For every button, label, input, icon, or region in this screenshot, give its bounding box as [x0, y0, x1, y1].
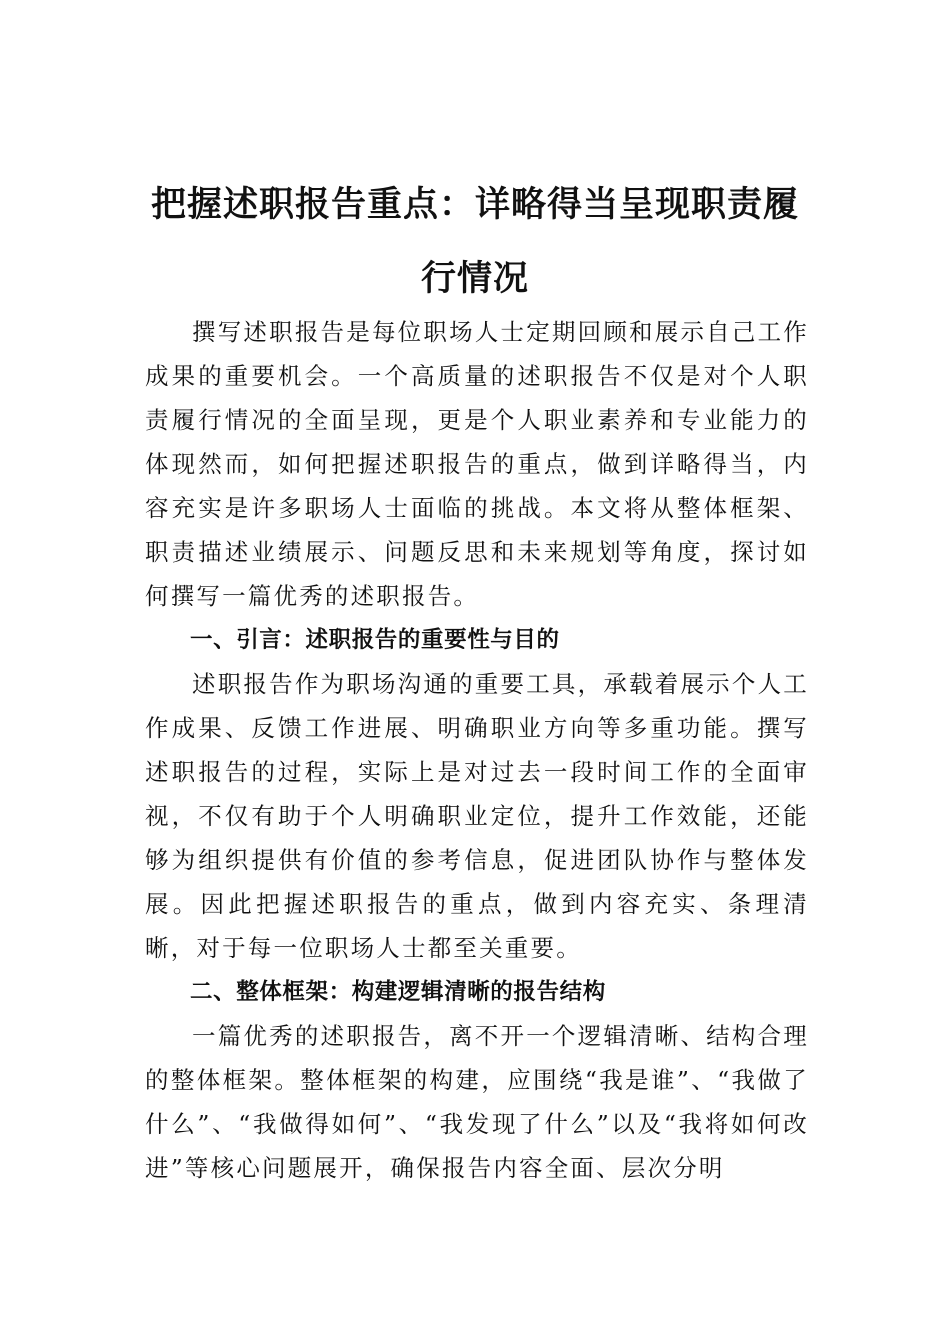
section-2-paragraph: 一篇优秀的述职报告，离不开一个逻辑清晰、结构合理的整体框架。整体框架的构建，应围绕“我是谁”、“我做了什么”、“我做得如何”、“我发现了什么”以及“我将如何改进”等核心问题展开，确保报告内容全面、层次分明	[145, 1022, 809, 1182]
section-1-paragraph: 述职报告作为职场沟通的重要工具，承载着展示个人工作成果、反馈工作进展、明确职业方向等多重功能。撰写述职报告的过程，实际上是对过去一段时间工作的全面审视，不仅有助于个人明确职业定位，提升工作效能，还能够为组织提供有价值的参考信息，促进团队协作与整体发展。因此把握述职报告的重点，做到内容充实、条理清晰，对于每一位职场人士都至关重要。	[145, 670, 809, 962]
document-body	[145, 310, 809, 1190]
document-title: 把握述职报告重点：详略得当呈现职责履行情况	[150, 184, 799, 299]
section-heading-2: 二、整体框架：构建逻辑清晰的报告结构	[190, 979, 606, 1005]
intro-paragraph: 撰写述职报告是每位职场人士定期回顾和展示自己工作成果的重要机会。一个高质量的述职报告不仅是对个人职责履行情况的全面呈现，更是个人职业素养和专业能力的体现然而，如何把握述职报告的重点，做到详略得当，内容充实是许多职场人士面临的挑战。本文将从整体框架、职责描述业绩展示、问题反思和未来规划等角度，探讨如何撰写一篇优秀的述职报告。	[145, 318, 809, 610]
section-heading-1: 一、引言：述职报告的重要性与目的	[190, 627, 560, 653]
